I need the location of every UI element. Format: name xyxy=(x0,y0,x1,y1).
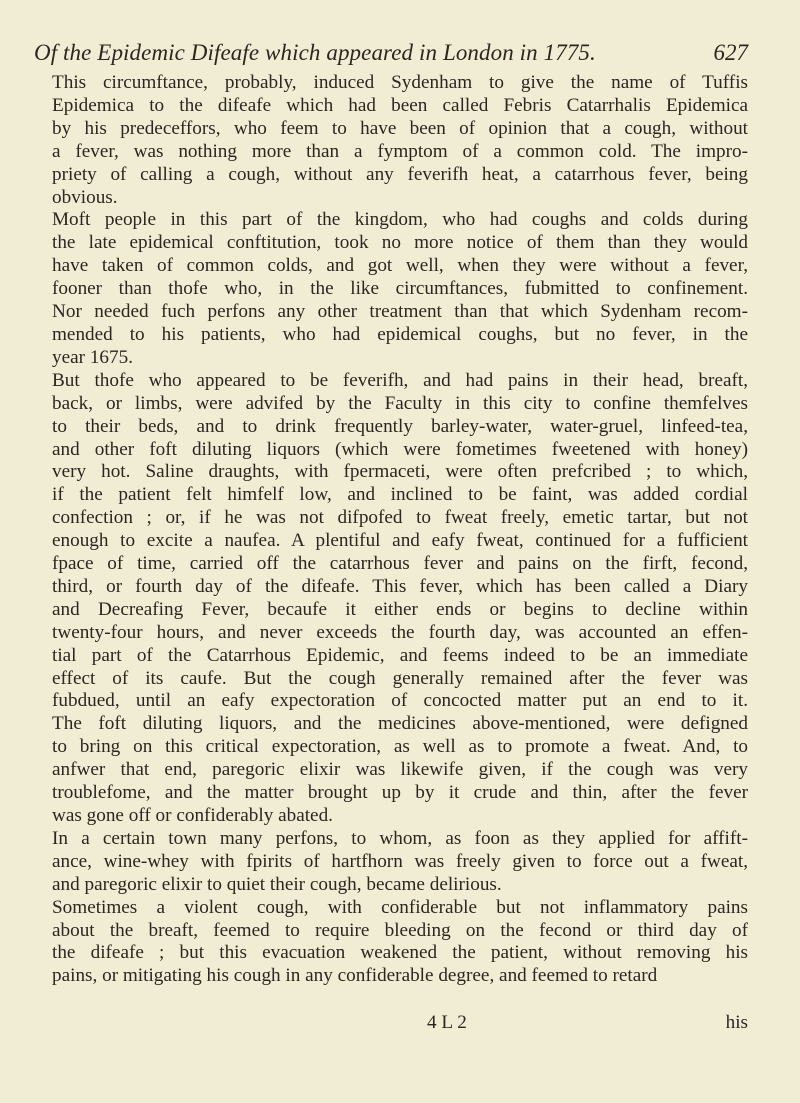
text-line: pains, or mitigating his cough in any confiderable degree, and feemed to retard xyxy=(52,965,658,987)
text-line: Nor needed fuch perfons any other treatment than that which Sydenham recom- xyxy=(52,301,748,323)
text-line: tial part of the Catarrhous Epidemic, and feems indeed to be an immediate xyxy=(52,644,748,666)
text-line: fubdued, until an eafy expectoration of concocted matter put an end to it. xyxy=(52,690,748,712)
text-line: and paregoric elixir to quiet their cough, became delirious. xyxy=(52,873,502,895)
text-line: the difeafe ; but this evacuation weakened the patient, without removing his xyxy=(52,942,748,964)
running-title: Of the Epidemic Difeafe which appeared in London in 1775. xyxy=(34,40,596,65)
text-line: confection ; or, if he was not difpofed to fweat freely, emetic tartar, but not xyxy=(52,507,748,529)
text-line: ance, wine-whey with fpirits of hartfhorn was freely given to force out a fweat, xyxy=(52,850,748,872)
text-line: The foft diluting liquors, and the medicines above-mentioned, were defigned xyxy=(52,713,748,735)
text-line: have taken of common colds, and got well, when they were without a fever, xyxy=(52,255,748,277)
text-line: to their beds, and to drink frequently barley-water, water-gruel, linfeed-tea, xyxy=(52,415,748,437)
text-line: twenty-four hours, and never exceeds the fourth day, was accounted an effen- xyxy=(52,621,748,643)
paragraph xyxy=(52,370,748,828)
paragraph xyxy=(52,897,748,989)
text-line: priety of calling a cough, without any feverifh heat, a catarrhous fever, being xyxy=(52,163,748,185)
text-line: This circumftance, probably, induced Sydenham to give the name of Tuffis xyxy=(52,72,748,93)
text-line: fpace of time, carried off the catarrhous fever and pains on the firft, fecond, xyxy=(52,553,748,575)
text-line: and other foft diluting liquors (which were fometimes fweetened with honey) xyxy=(52,438,748,460)
paragraph xyxy=(52,72,748,209)
text-line: very hot. Saline draughts, with fpermaceti, were often prefcribed ; to which, xyxy=(52,461,748,483)
text-line: to bring on this critical expectoration, as well as to promote a fweat. And, to xyxy=(52,736,748,758)
text-line: Moft people in this part of the kingdom, who had coughs and colds during xyxy=(52,209,748,231)
text-line: and Decreafing Fever, becaufe it either ends or begins to decline within xyxy=(52,598,748,620)
text-line: effect of its caufe. But the cough generally remained after the fever was xyxy=(52,667,748,689)
page-number: 627 xyxy=(713,40,748,65)
text-line: obvious. xyxy=(52,186,118,208)
text-line: fooner than thofe who, in the like circumftances, fubmitted to confinement. xyxy=(52,278,748,300)
text-line: enough to excite a naufea. A plentiful and eafy fweat, continued for a fufficient xyxy=(52,530,748,552)
text-line: the late epidemical conftitution, took no more notice of them than they would xyxy=(52,232,748,254)
text-line: Sometimes a violent cough, with confiderable but not inflammatory pains xyxy=(52,896,748,918)
catchword: his xyxy=(725,1012,748,1033)
text-line: But thofe who appeared to be feverifh, and had pains in their head, breaft, xyxy=(52,369,748,391)
text-line: third, or fourth day of the difeafe. This fever, which has been called a Diary xyxy=(52,575,748,597)
text-line: Epidemica to the difeafe which had been called Febris Catarrhalis Epidemica xyxy=(52,94,748,116)
text-line: was gone off or confiderably abated. xyxy=(52,805,333,826)
page-footer xyxy=(52,1011,748,1034)
paragraph xyxy=(52,828,748,897)
running-head xyxy=(34,39,748,67)
text-line: troublefome, and the matter brought up by it crude and thin, after the fever xyxy=(52,782,748,804)
text-line: a fever, was nothing more than a fymptom of a common cold. The impro- xyxy=(52,140,748,162)
text-line: In a certain town many perfons, to whom, as foon as they applied for affift- xyxy=(52,827,748,849)
text-line: mended to his patients, who had epidemical coughs, but no fever, in the xyxy=(52,323,748,345)
signature-mark: 4 L 2 xyxy=(427,1012,467,1033)
text-line: anfwer that end, paregoric elixir was likewife given, if the cough was very xyxy=(52,759,748,781)
text-line: by his predeceffors, who feem to have been of opinion that a cough, without xyxy=(52,117,748,139)
text-line: year 1675. xyxy=(52,346,133,368)
body-text xyxy=(52,72,748,988)
text-line: if the patient felt himfelf low, and inclined to be faint, was added cordial xyxy=(52,484,748,506)
text-line: about the breaft, feemed to require bleeding on the fecond or third day of xyxy=(52,919,748,941)
text-line: back, or limbs, were advifed by the Faculty in this city to confine themfelves xyxy=(52,392,748,414)
paragraph xyxy=(52,209,748,369)
